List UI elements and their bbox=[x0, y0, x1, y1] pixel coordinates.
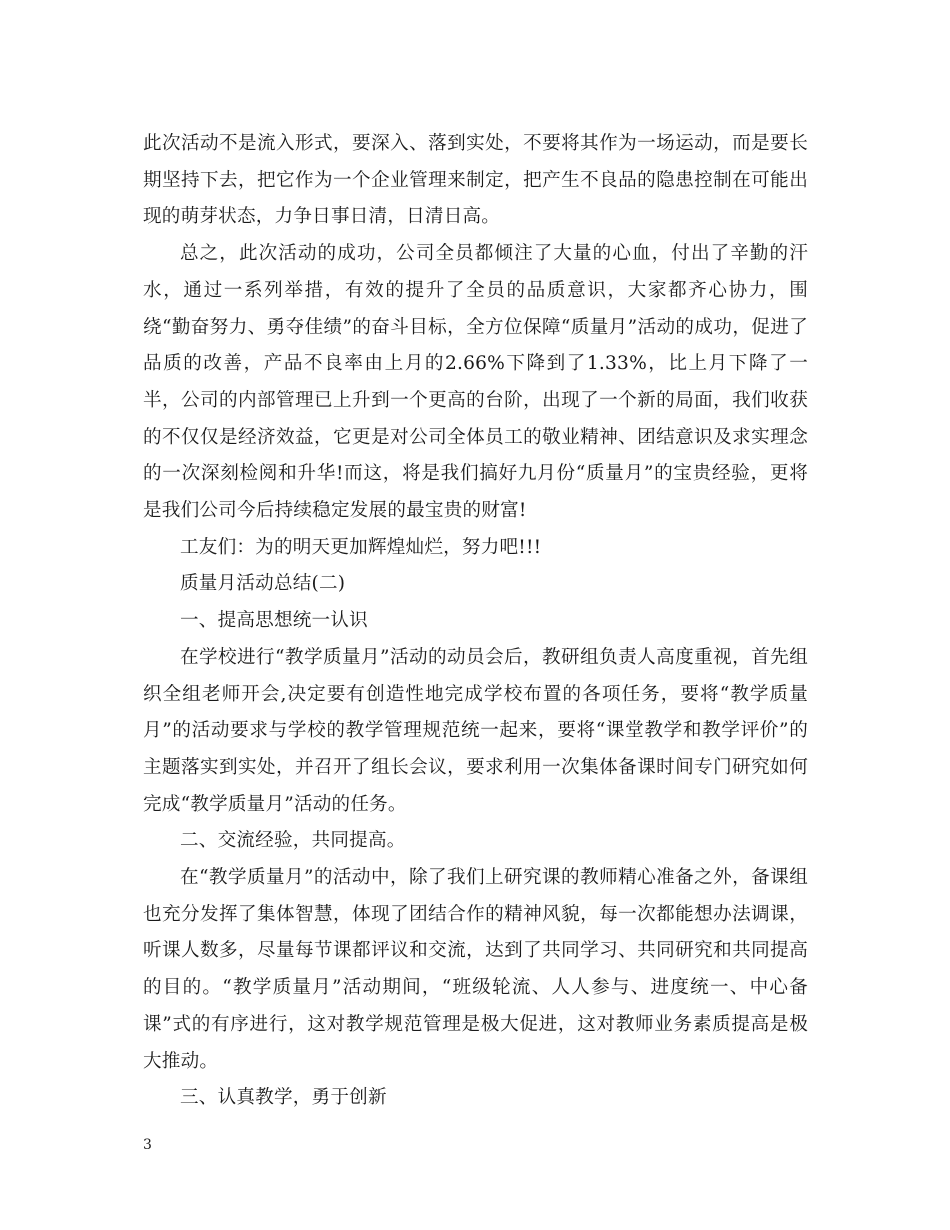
paragraph: 此次活动不是流入形式，要深入、落到实处，不要将其作为一场运动，而是要长期坚持下去，把它作为一个企业管理来制定，把产生不良品的隐患控制在可能出现的萌芽状态，力争日事日清，日清日高。 bbox=[143, 133, 808, 228]
paragraph: 在学校进行“教学质量月”活动的动员会后，教研组负责人高度重视，首先组织全组老师开会,决定要有创造性地完成学校布置的各项任务，要将“教学质量月”的活动要求与学校的教学管理规范统一起来，要将“课堂教学和教学评价”的主题落实到实处，并召开了组长会议，要求利用一次集体备课时间专门研究如何完成“教学质量月”活动的任务。 bbox=[143, 646, 808, 815]
paragraph: 在“教学质量月”的活动中，除了我们上研究课的教师精心准备之外，备课组也充分发挥了集体智慧，体现了团结合作的精神风貌，每一次都能想办法调课，听课人数多，尽量每节课都评议和交流，达到了共同学习、共同研究和共同提高的目的。“教学质量月”活动期间，“班级轮流、人人参与、进度统一、中心备课”式的有序进行，这对教学规范管理是极大促进，这对教师业务素质提高是极大推动。 bbox=[143, 867, 808, 1072]
section-heading: 二、交流经验，共同提高。 bbox=[180, 830, 406, 852]
section-heading: 一、提高思想统一认识 bbox=[180, 610, 368, 632]
page-number: 3 bbox=[143, 1137, 152, 1153]
section-title: 质量月活动总结(二) bbox=[180, 573, 346, 595]
document-body bbox=[143, 126, 808, 1117]
paragraph: 工友们：为的明天更加辉煌灿烂，努力吧!!! bbox=[180, 536, 542, 558]
paragraph: 总之，此次活动的成功，公司全员都倾注了大量的心血，付出了辛勤的汗水，通过一系列举措，有效的提升了全员的品质意识，大家都齐心协力，围绕“勤奋努力、勇夺佳绩”的奋斗目标，全方位保障“质量月”活动的成功，促进了品质的改善，产品不良率由上月的2.66%下降到了1.33%，比上月下降了一半，公司的内部管理已上升到一个更高的台阶，出现了一个新的局面，我们收获的不仅仅是经济效益，它更是对公司全体员工的敬业精神、团结意识及求实理念的一次深刻检阅和升华!而这，将是我们搞好九月份“质量月”的宝贵经验，更将是我们公司今后持续稳定发展的最宝贵的财富! bbox=[143, 243, 808, 522]
section-heading: 三、认真教学，勇于创新 bbox=[180, 1087, 387, 1109]
